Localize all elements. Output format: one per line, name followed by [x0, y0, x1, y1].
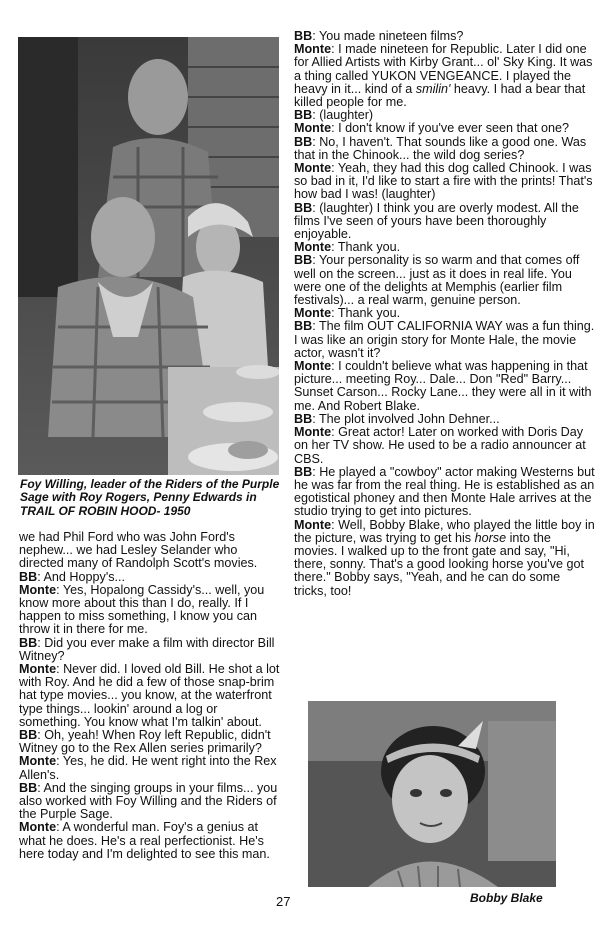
- paragraph-text: : I made nineteen for Republic. Later I did one for Allied Artists with Kirby Grant... ol' Sky King. It was a thing called YUKON VENGEANCE. I played the heavy in it... kind of a: [294, 42, 593, 96]
- paragraph-text: : (laughter) I think you are overly modest. All the films I've seen of yours have been thoroughly enjoyable.: [294, 200, 579, 242]
- paragraph-text: we had Phil Ford who was John Ford's nephew... we had Lesley Selander who directed many of Randolph Scott's movies.: [19, 530, 258, 571]
- photo1-caption: Foy Willing, leader of the Riders of the Purple Sage with Roy Rogers, Penny Edwards in TRAIL OF ROBIN HOOD- 1950: [20, 477, 280, 518]
- speaker-label: BB: [294, 464, 313, 479]
- paragraph-text: : I don't know if you've ever seen that one?: [331, 121, 570, 136]
- interview-paragraph: [294, 43, 596, 109]
- speaker-label: BB: [294, 134, 313, 149]
- interview-paragraph: [19, 663, 282, 729]
- paragraph-text: : Never did. I loved old Bill. He shot a lot with Roy. And he did a few of those snap-brim hat type movies... you know, at the waterfront type things... lookin' around a log or something. You know what I'm talkin' about.: [19, 662, 280, 729]
- speaker-label: Monte: [294, 517, 332, 532]
- interview-paragraph: [19, 755, 282, 781]
- speaker-label: Monte: [294, 161, 332, 176]
- speaker-label: Monte: [19, 662, 57, 677]
- interview-paragraph: [294, 360, 596, 413]
- speaker-label: BB: [294, 108, 313, 123]
- paragraph-text: : Yes, he did. He went right into the Rex Allen's.: [19, 754, 277, 782]
- paragraph-text: : Great actor! Later on worked with Doris Day on her TV show. He used to be a radio announcer at CBS.: [294, 425, 586, 466]
- paragraph-text: : I couldn't believe what was happening in that picture... meeting Roy... Dale... Don "Red" Barry... Sunset Carson... Rocky Lane... they were all in it with me. And Robert Blake.: [294, 359, 592, 413]
- speaker-label: BB: [19, 780, 38, 795]
- paragraph-text: : Thank you.: [331, 306, 401, 321]
- speaker-label: Monte: [294, 306, 332, 321]
- paragraph-text: : A wonderful man. Foy's a genius at what he does. He's a real perfectionist. He's here today and I'm delighted to see this man.: [19, 820, 270, 861]
- speaker-label: Monte: [19, 820, 57, 835]
- page-number: 27: [276, 894, 291, 909]
- photo-bobby-blake: [308, 701, 556, 887]
- interview-paragraph: [19, 531, 282, 571]
- speaker-label: Monte: [294, 359, 332, 374]
- interview-paragraph: [294, 136, 596, 162]
- paragraph-text: : And the singing groups in your films... you also worked with Foy Willing and the Riders of the Purple Sage.: [19, 780, 278, 822]
- paragraph-text: : You made nineteen films?: [312, 29, 464, 43]
- emphasis-text: horse: [474, 530, 507, 545]
- interview-paragraph: [294, 426, 596, 466]
- speaker-label: Monte: [294, 240, 332, 255]
- interview-paragraph: [19, 729, 282, 755]
- interview-paragraph: [19, 637, 282, 663]
- right-column-text: [294, 30, 596, 598]
- speaker-label: BB: [294, 253, 313, 268]
- interview-paragraph: [294, 466, 596, 519]
- interview-paragraph: [294, 320, 596, 360]
- interview-paragraph: [294, 254, 596, 307]
- speaker-label: BB: [19, 728, 38, 743]
- emphasis-text: smilin': [415, 81, 451, 96]
- paragraph-text: : And Hoppy's...: [37, 569, 126, 584]
- interview-paragraph: [294, 162, 596, 202]
- interview-paragraph: [19, 821, 282, 861]
- interview-paragraph: [19, 782, 282, 822]
- paragraph-text: : Yes, Hopalong Cassidy's... well, you know more about this than I do, really. If I happen to miss something, I know you can throw it in there for me.: [19, 582, 265, 637]
- left-column-text: [19, 531, 282, 861]
- paragraph-text: : Your personality is so warm and that comes off well on the screen... just as it does in real life. You were one of the delights at Memphis (earlier film festivals)... a real warm, genuine person.: [294, 253, 580, 308]
- paragraph-text: : He played a "cowboy" actor making Westerns but he was far from the real thing. He is established as an egotistical phoney and then Monte Hale arrives at the studio trying to get into pictures.: [294, 464, 595, 519]
- paragraph-text: : Well, Bobby Blake, who played the little boy in the picture, was trying to get his: [294, 517, 595, 545]
- speaker-label: Monte: [294, 42, 332, 57]
- paragraph-text: into the movies. I walked up to the front gate and say, "Hi, there, sonny. That's a good looking horse you've got there." Bobby says, "Yeah, and he can do some tricks, too!: [294, 530, 584, 598]
- paragraph-text: : Oh, yeah! When Roy left Republic, didn't Witney go to the Rex Allen series primarily?: [19, 728, 271, 756]
- paragraph-text: : (laughter): [312, 108, 374, 123]
- photo-trail-of-robin-hood: [18, 37, 279, 475]
- speaker-label: BB: [294, 411, 313, 426]
- paragraph-text: heavy. I had a bear that killed people for me.: [294, 81, 586, 110]
- paragraph-text: : No, I haven't. That sounds like a good one. Was that in the Chinook... the wild dog series?: [294, 134, 587, 162]
- speaker-label: BB: [19, 569, 38, 584]
- speaker-label: BB: [294, 319, 313, 334]
- interview-paragraph: [19, 584, 282, 637]
- speaker-label: Monte: [19, 582, 57, 597]
- speaker-label: BB: [19, 635, 38, 650]
- paragraph-text: : Thank you.: [331, 240, 401, 255]
- speaker-label: Monte: [294, 425, 332, 440]
- speaker-label: Monte: [294, 121, 332, 136]
- interview-paragraph: [294, 202, 596, 242]
- speaker-label: Monte: [19, 754, 57, 769]
- paragraph-text: : Yeah, they had this dog called Chinook. I was so bad in it, I'd like to start a fire with the prints! That's how bad I was! (laughter): [294, 161, 593, 202]
- paragraph-text: : The plot involved John Dehner...: [312, 411, 500, 426]
- speaker-label: BB: [294, 200, 313, 215]
- photo2-caption: Bobby Blake: [470, 891, 543, 905]
- paragraph-text: : Did you ever make a film with director Bill Witney?: [19, 635, 275, 663]
- paragraph-text: : The film OUT CALIFORNIA WAY was a fun thing. I was like an origin story for Monte Hale, the movie actor, wasn't it?: [294, 319, 595, 360]
- interview-paragraph: [294, 519, 596, 598]
- speaker-label: BB: [294, 29, 313, 43]
